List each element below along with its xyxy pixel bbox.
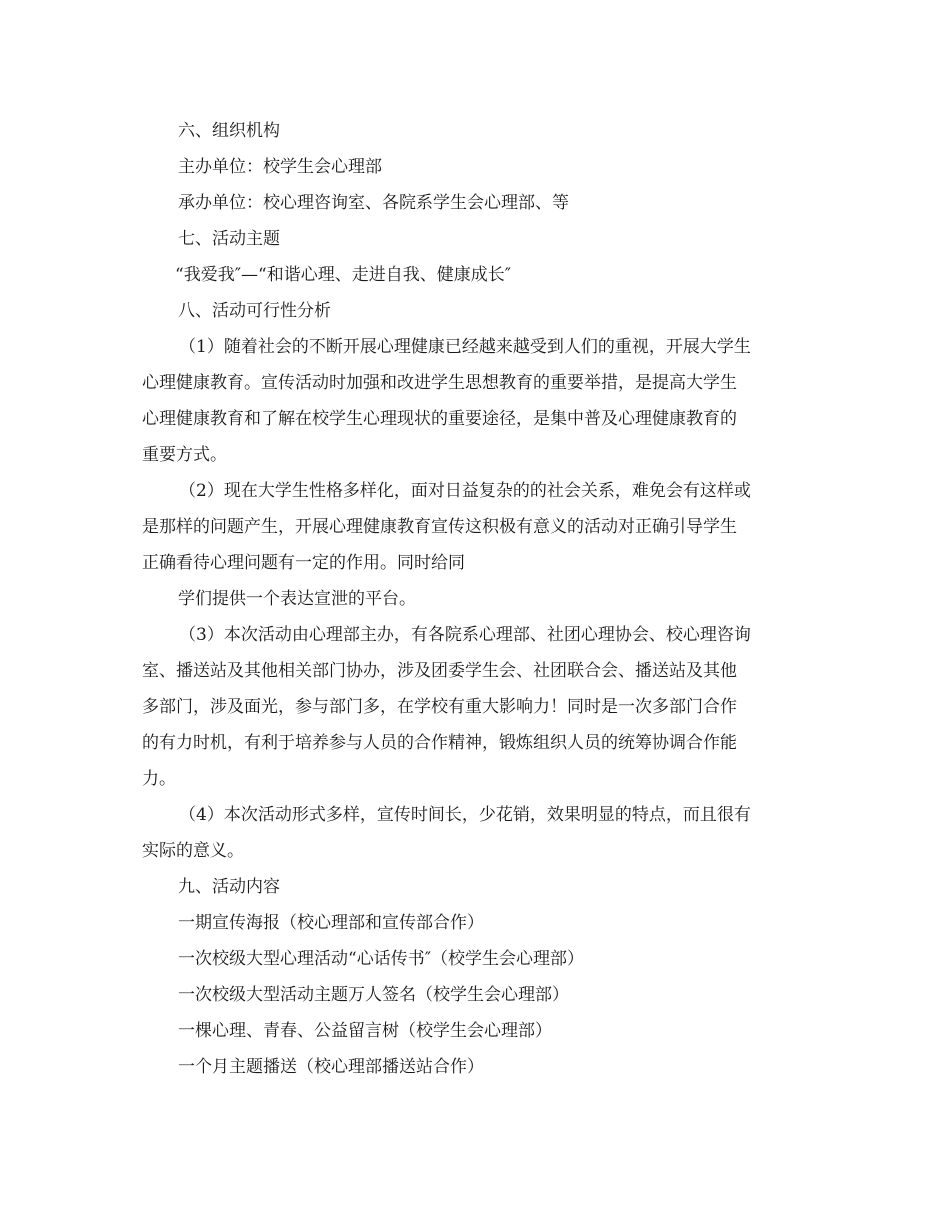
paragraph-line: 重要方式。 bbox=[142, 445, 227, 465]
list-item: 一次校级大型活动主题万人签名（校学生会心理部） bbox=[178, 985, 569, 1005]
paragraph-line: 正确看待心理问题有一定的作用。同时给同 bbox=[142, 553, 465, 573]
paragraph-4 bbox=[142, 797, 810, 869]
document-body bbox=[142, 113, 810, 1085]
paragraph-line: 心理健康教育和了解在校学生心理现状的重要途径，是集中普及心理健康教育的 bbox=[142, 409, 737, 429]
section-heading-8: 八、活动可行性分析 bbox=[178, 301, 331, 321]
paragraph-line: 实际的意义。 bbox=[142, 841, 244, 861]
list-item: 一棵心理、青春、公益留言树（校学生会心理部） bbox=[178, 1021, 552, 1041]
section-heading-7: 七、活动主题 bbox=[178, 229, 280, 249]
paragraph-line: （1）随着社会的不断开展心理健康已经越来越受到人们的重视，开展大学生 bbox=[179, 337, 751, 357]
paragraph-line: 室、播送站及其他相关部门协办，涉及团委学生会、社团联合会、播送站及其他 bbox=[142, 661, 737, 681]
theme-line: “我爱我″—“和谐心理、走进自我、健康成长″ bbox=[175, 265, 512, 285]
paragraph-line: 学们提供一个表达宣泄的平台。 bbox=[178, 589, 416, 609]
paragraph-line: 多部门，涉及面光，参与部门多，在学校有重大影响力！同时是一次多部门合作 bbox=[142, 697, 737, 717]
list-item: 一个月主题播送（校心理部播送站合作） bbox=[178, 1057, 484, 1077]
paragraph-line: 的有力时机，有利于培养参与人员的合作精神，锻炼组织人员的统筹协调合作能 bbox=[142, 733, 737, 753]
organizer-line: 主办单位：校学生会心理部 bbox=[178, 157, 382, 177]
paragraph-line: （3）本次活动由心理部主办，有各院系心理部、社团心理协会、校心理咨询 bbox=[179, 625, 751, 645]
section-heading-9: 九、活动内容 bbox=[178, 877, 280, 897]
section-heading-6: 六、组织机构 bbox=[178, 121, 280, 141]
paragraph-3 bbox=[142, 617, 810, 797]
list-item: 一次校级大型心理活动“心话传书″（校学生会心理部） bbox=[178, 949, 585, 969]
list-item: 一期宣传海报（校心理部和宣传部合作） bbox=[178, 913, 484, 933]
paragraph-line: （2）现在大学生性格多样化，面对日益复杂的的社会关系，难免会有这样或 bbox=[179, 481, 751, 501]
paragraph-2 bbox=[142, 473, 810, 617]
paragraph-1 bbox=[142, 329, 810, 473]
co-organizer-line: 承办单位：校心理咨询室、各院系学生会心理部、等 bbox=[178, 193, 569, 213]
activity-list bbox=[142, 905, 810, 1085]
paragraph-line: 是那样的问题产生，开展心理健康教育宣传这积极有意义的活动对正确引导学生 bbox=[142, 517, 737, 537]
paragraph-line: 力。 bbox=[142, 769, 176, 789]
paragraph-line: 心理健康教育。宣传活动时加强和改进学生思想教育的重要举措，是提高大学生 bbox=[142, 373, 737, 393]
paragraph-line: （4）本次活动形式多样，宣传时间长，少花销，效果明显的特点，而且很有 bbox=[179, 805, 751, 825]
